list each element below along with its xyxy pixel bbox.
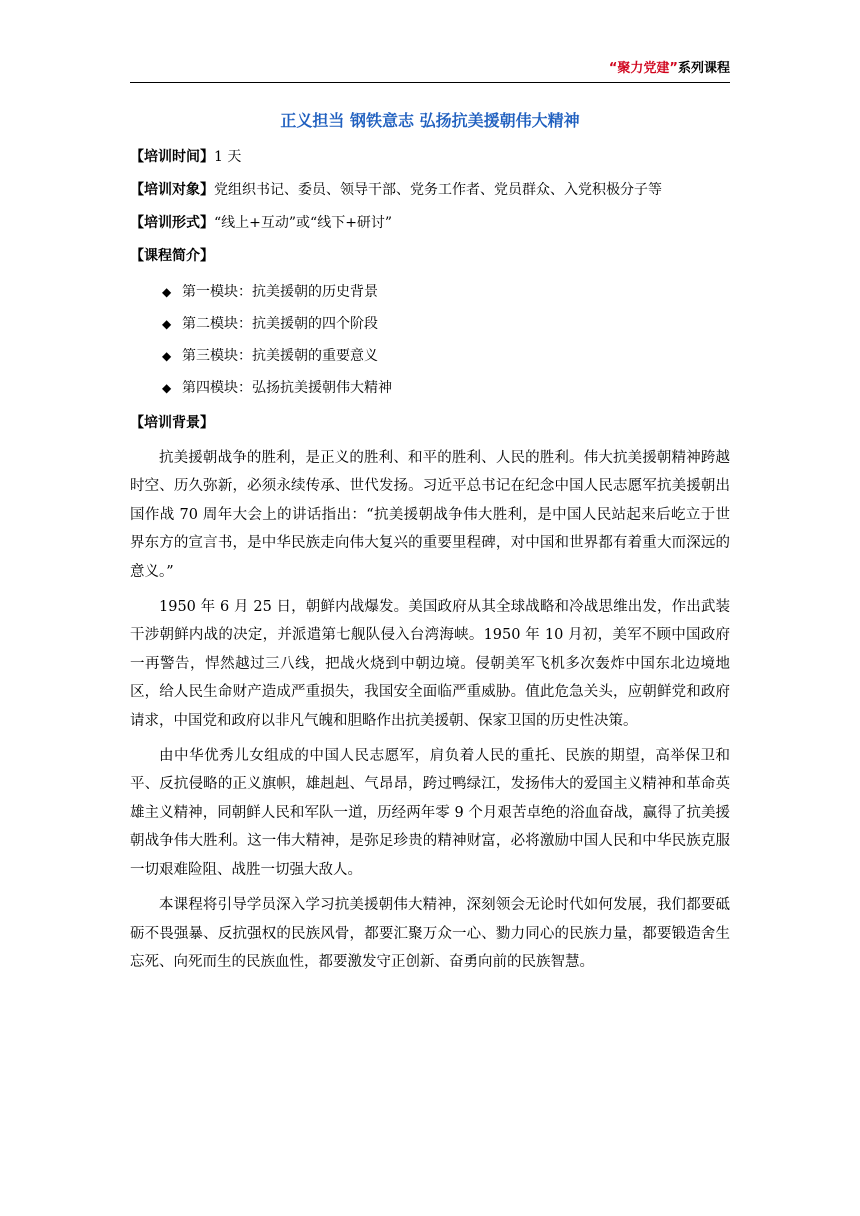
field-training-audience — [130, 177, 750, 203]
background-body — [130, 444, 730, 983]
body-paragraph: 由中华优秀儿女组成的中国人民志愿军，肩负着人民的重托、民族的期望，高举保卫和平、反抗侵略的正义旗帜，雄赳赳、气昂昂，跨过鸭绿江，发扬伟大的爱国主义精神和革命英雄主义精神，同朝鲜人民和军队一道，历经两年零 9 个月艰苦卓绝的浴血奋战，赢得了抗美援朝战争伟大胜利。这一伟大精神，是弥足珍贵的精神财富，必将激励中国人民和中华民族克服一切艰难险阻、战胜一切强大敌人。 — [130, 748, 730, 878]
section-label-background: 【培训背景】 — [130, 415, 214, 431]
diamond-bullet-icon: ◆ — [162, 317, 172, 331]
field-value-time: 1 天 — [214, 149, 242, 165]
document-title: 正义担当 钢铁意志 弘扬抗美援朝伟大精神 — [280, 111, 580, 130]
body-paragraph: 1950 年 6 月 25 日，朝鲜内战爆发。美国政府从其全球战略和冷战思维出发，作出武装干涉朝鲜内战的决定，并派遣第七舰队侵入台湾海峡。1950 年 10 月初，美军不顾中国政府一再警告，悍然越过三八线，把战火烧到中朝边境。侵朝美军飞机多次轰炸中国东北边境地区，给人民生命财产造成严重损失，我国安全面临严重威胁。值此危急关头，应朝鲜党和政府请求，中国党和政府以非凡气魄和胆略作出抗美援朝、保家卫国的历史性决策。 — [130, 599, 730, 729]
module-label: 第一模块：抗美援朝的历史背景 — [182, 284, 378, 300]
body-paragraph: 抗美援朝战争的胜利，是正义的胜利、和平的胜利、人民的胜利。伟大抗美援朝精神跨越时空、历久弥新，必须永续传承、世代发扬。习近平总书记在纪念中国人民志愿军抗美援朝出国作战 70 周年大会上的讲话指出：“抗美援朝战争伟大胜利，是中国人民站起来后屹立于世界东方的宣言书，是中华民族走向伟大复兴的重要里程碑，对中国和世界都有着重大而深远的意义。” — [130, 450, 730, 580]
header-series-label: 系列课程 — [677, 61, 730, 76]
field-label-audience: 【培训对象】 — [130, 182, 214, 198]
diamond-bullet-icon: ◆ — [162, 285, 172, 299]
module-label: 第二模块：抗美援朝的四个阶段 — [182, 316, 378, 332]
header-divider — [130, 82, 730, 83]
module-label: 第四模块：弘扬抗美援朝伟大精神 — [182, 380, 392, 396]
module-label: 第三模块：抗美援朝的重要意义 — [182, 348, 378, 364]
field-training-format — [130, 210, 750, 236]
field-label-format: 【培训形式】 — [130, 215, 214, 231]
diamond-bullet-icon: ◆ — [162, 349, 172, 363]
section-course-intro — [130, 243, 750, 269]
field-value-audience: 党组织书记、委员、领导干部、党务工作者、党员群众、入党积极分子等 — [214, 182, 662, 198]
diamond-bullet-icon: ◆ — [162, 381, 172, 395]
header-brand: “聚力党建” — [608, 61, 678, 76]
section-training-background — [130, 410, 750, 436]
page-header — [130, 58, 730, 80]
field-label-time: 【培训时间】 — [130, 149, 214, 165]
module-list — [162, 279, 722, 407]
section-label-intro: 【课程简介】 — [130, 248, 214, 264]
body-paragraph: 本课程将引导学员深入学习抗美援朝伟大精神，深刻领会无论时代如何发展，我们都要砥砺不畏强暴、反抗强权的民族风骨，都要汇聚万众一心、勠力同心的民族力量，都要锻造舍生忘死、向死而生的民族血性，都要激发守正创新、奋勇向前的民族智慧。 — [130, 897, 730, 970]
module-item — [162, 279, 722, 311]
field-value-format: “线上+互动”或“线下+研讨” — [214, 215, 393, 231]
field-training-time — [130, 144, 750, 170]
module-item — [162, 343, 722, 375]
module-item — [162, 311, 722, 343]
module-item — [162, 375, 722, 407]
